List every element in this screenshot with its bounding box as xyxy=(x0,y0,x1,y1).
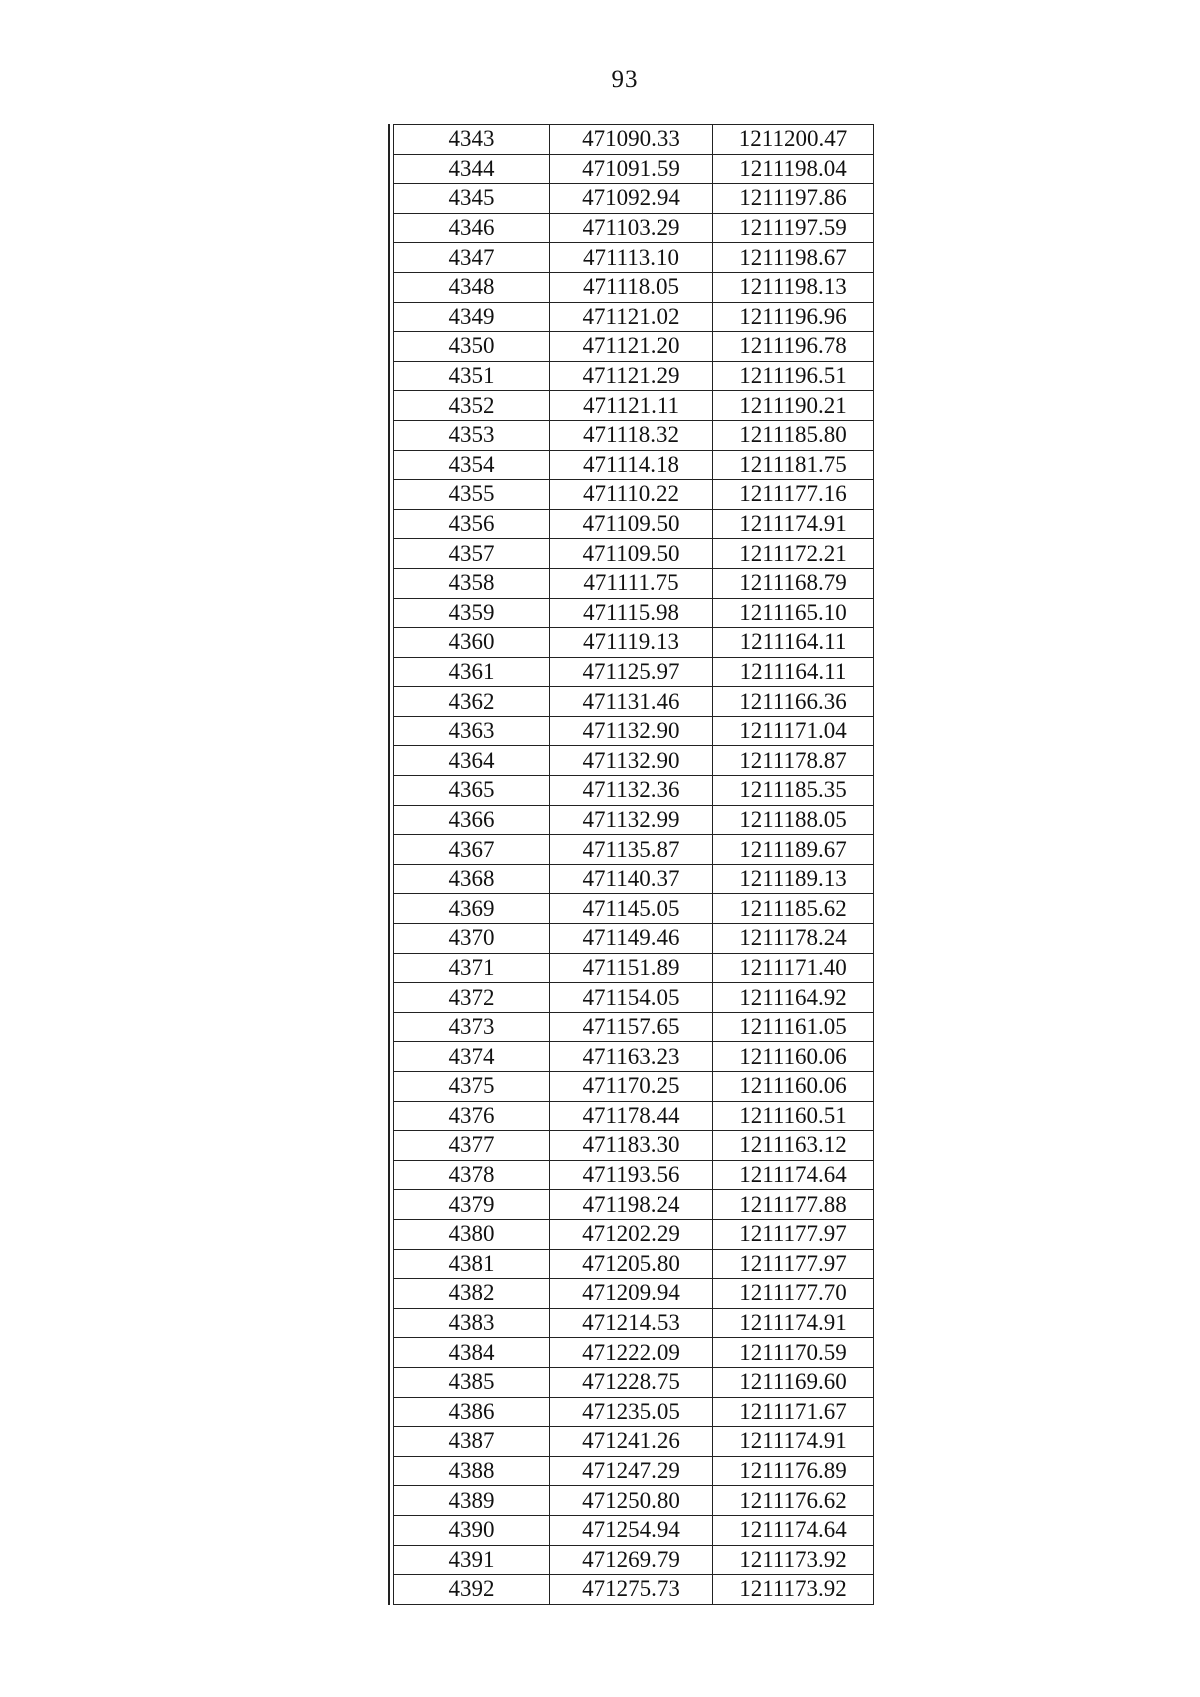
table-row xyxy=(394,539,874,569)
x-coordinate-cell: 471269.79 xyxy=(550,1545,713,1575)
point-number-cell: 4354 xyxy=(394,450,550,480)
x-coordinate-cell: 471115.98 xyxy=(550,598,713,628)
y-coordinate-cell: 1211168.79 xyxy=(713,568,874,598)
table-row xyxy=(394,332,874,362)
x-coordinate-cell: 471131.46 xyxy=(550,687,713,717)
point-number-cell: 4368 xyxy=(394,864,550,894)
y-coordinate-cell: 1211166.36 xyxy=(713,687,874,717)
table-row xyxy=(394,983,874,1013)
y-coordinate-cell: 1211178.24 xyxy=(713,924,874,954)
point-number-cell: 4384 xyxy=(394,1338,550,1368)
point-number-cell: 4358 xyxy=(394,568,550,598)
y-coordinate-cell: 1211174.91 xyxy=(713,509,874,539)
table-row xyxy=(394,1338,874,1368)
x-coordinate-cell: 471119.13 xyxy=(550,628,713,658)
table-row xyxy=(394,302,874,332)
x-coordinate-cell: 471254.94 xyxy=(550,1515,713,1545)
y-coordinate-cell: 1211174.91 xyxy=(713,1427,874,1457)
table-row xyxy=(394,1042,874,1072)
y-coordinate-cell: 1211177.97 xyxy=(713,1249,874,1279)
table-row xyxy=(394,835,874,865)
table-row xyxy=(394,1160,874,1190)
point-number-cell: 4369 xyxy=(394,894,550,924)
table-row xyxy=(394,1367,874,1397)
table-row xyxy=(394,1131,874,1161)
table-row xyxy=(394,184,874,214)
point-number-cell: 4349 xyxy=(394,302,550,332)
y-coordinate-cell: 1211164.92 xyxy=(713,983,874,1013)
table-row xyxy=(394,716,874,746)
y-coordinate-cell: 1211173.92 xyxy=(713,1575,874,1605)
table-row xyxy=(394,1219,874,1249)
point-number-cell: 4374 xyxy=(394,1042,550,1072)
x-coordinate-cell: 471198.24 xyxy=(550,1190,713,1220)
x-coordinate-cell: 471121.20 xyxy=(550,332,713,362)
point-number-cell: 4367 xyxy=(394,835,550,865)
point-number-cell: 4355 xyxy=(394,480,550,510)
x-coordinate-cell: 471275.73 xyxy=(550,1575,713,1605)
x-coordinate-cell: 471241.26 xyxy=(550,1427,713,1457)
y-coordinate-cell: 1211188.05 xyxy=(713,805,874,835)
x-coordinate-cell: 471121.11 xyxy=(550,391,713,421)
point-number-cell: 4357 xyxy=(394,539,550,569)
table-row xyxy=(394,657,874,687)
x-coordinate-cell: 471132.90 xyxy=(550,746,713,776)
y-coordinate-cell: 1211177.70 xyxy=(713,1279,874,1309)
x-coordinate-cell: 471132.90 xyxy=(550,716,713,746)
y-coordinate-cell: 1211196.78 xyxy=(713,332,874,362)
point-number-cell: 4380 xyxy=(394,1219,550,1249)
x-coordinate-cell: 471109.50 xyxy=(550,539,713,569)
coordinates-table-body xyxy=(394,125,874,1605)
y-coordinate-cell: 1211176.89 xyxy=(713,1456,874,1486)
table-row xyxy=(394,894,874,924)
point-number-cell: 4360 xyxy=(394,628,550,658)
y-coordinate-cell: 1211176.62 xyxy=(713,1486,874,1516)
y-coordinate-cell: 1211174.91 xyxy=(713,1308,874,1338)
table-row xyxy=(394,154,874,184)
table-row xyxy=(394,361,874,391)
table-row xyxy=(394,213,874,243)
x-coordinate-cell: 471163.23 xyxy=(550,1042,713,1072)
coordinates-table-container xyxy=(388,124,876,1605)
y-coordinate-cell: 1211196.96 xyxy=(713,302,874,332)
y-coordinate-cell: 1211177.88 xyxy=(713,1190,874,1220)
x-coordinate-cell: 471091.59 xyxy=(550,154,713,184)
point-number-cell: 4344 xyxy=(394,154,550,184)
x-coordinate-cell: 471135.87 xyxy=(550,835,713,865)
x-coordinate-cell: 471113.10 xyxy=(550,243,713,273)
table-row xyxy=(394,480,874,510)
x-coordinate-cell: 471170.25 xyxy=(550,1072,713,1102)
point-number-cell: 4392 xyxy=(394,1575,550,1605)
x-coordinate-cell: 471121.02 xyxy=(550,302,713,332)
table-row xyxy=(394,1279,874,1309)
x-coordinate-cell: 471092.94 xyxy=(550,184,713,214)
point-number-cell: 4387 xyxy=(394,1427,550,1457)
y-coordinate-cell: 1211196.51 xyxy=(713,361,874,391)
table-row xyxy=(394,776,874,806)
table-row xyxy=(394,509,874,539)
y-coordinate-cell: 1211190.21 xyxy=(713,391,874,421)
point-number-cell: 4347 xyxy=(394,243,550,273)
y-coordinate-cell: 1211173.92 xyxy=(713,1545,874,1575)
point-number-cell: 4382 xyxy=(394,1279,550,1309)
table-row xyxy=(394,1515,874,1545)
x-coordinate-cell: 471118.05 xyxy=(550,272,713,302)
point-number-cell: 4351 xyxy=(394,361,550,391)
table-row xyxy=(394,687,874,717)
table-row xyxy=(394,1397,874,1427)
point-number-cell: 4345 xyxy=(394,184,550,214)
x-coordinate-cell: 471140.37 xyxy=(550,864,713,894)
point-number-cell: 4363 xyxy=(394,716,550,746)
table-row xyxy=(394,1190,874,1220)
y-coordinate-cell: 1211198.13 xyxy=(713,272,874,302)
coordinates-table xyxy=(393,124,874,1605)
x-coordinate-cell: 471114.18 xyxy=(550,450,713,480)
point-number-cell: 4365 xyxy=(394,776,550,806)
point-number-cell: 4359 xyxy=(394,598,550,628)
y-coordinate-cell: 1211189.67 xyxy=(713,835,874,865)
table-row xyxy=(394,420,874,450)
point-number-cell: 4372 xyxy=(394,983,550,1013)
y-coordinate-cell: 1211197.59 xyxy=(713,213,874,243)
table-row xyxy=(394,1249,874,1279)
table-row xyxy=(394,243,874,273)
point-number-cell: 4388 xyxy=(394,1456,550,1486)
table-row xyxy=(394,1012,874,1042)
y-coordinate-cell: 1211174.64 xyxy=(713,1515,874,1545)
x-coordinate-cell: 471250.80 xyxy=(550,1486,713,1516)
y-coordinate-cell: 1211164.11 xyxy=(713,657,874,687)
point-number-cell: 4366 xyxy=(394,805,550,835)
point-number-cell: 4390 xyxy=(394,1515,550,1545)
x-coordinate-cell: 471222.09 xyxy=(550,1338,713,1368)
point-number-cell: 4350 xyxy=(394,332,550,362)
x-coordinate-cell: 471090.33 xyxy=(550,125,713,155)
point-number-cell: 4346 xyxy=(394,213,550,243)
point-number-cell: 4375 xyxy=(394,1072,550,1102)
y-coordinate-cell: 1211177.16 xyxy=(713,480,874,510)
y-coordinate-cell: 1211171.40 xyxy=(713,953,874,983)
y-coordinate-cell: 1211198.67 xyxy=(713,243,874,273)
x-coordinate-cell: 471121.29 xyxy=(550,361,713,391)
y-coordinate-cell: 1211170.59 xyxy=(713,1338,874,1368)
x-coordinate-cell: 471228.75 xyxy=(550,1367,713,1397)
y-coordinate-cell: 1211198.04 xyxy=(713,154,874,184)
x-coordinate-cell: 471193.56 xyxy=(550,1160,713,1190)
table-row xyxy=(394,1575,874,1605)
point-number-cell: 4371 xyxy=(394,953,550,983)
x-coordinate-cell: 471132.36 xyxy=(550,776,713,806)
point-number-cell: 4364 xyxy=(394,746,550,776)
y-coordinate-cell: 1211160.51 xyxy=(713,1101,874,1131)
x-coordinate-cell: 471205.80 xyxy=(550,1249,713,1279)
x-coordinate-cell: 471247.29 xyxy=(550,1456,713,1486)
point-number-cell: 4378 xyxy=(394,1160,550,1190)
point-number-cell: 4343 xyxy=(394,125,550,155)
table-row xyxy=(394,1545,874,1575)
point-number-cell: 4362 xyxy=(394,687,550,717)
point-number-cell: 4391 xyxy=(394,1545,550,1575)
table-row xyxy=(394,1308,874,1338)
table-row xyxy=(394,1456,874,1486)
table-row xyxy=(394,1427,874,1457)
table-row xyxy=(394,391,874,421)
x-coordinate-cell: 471109.50 xyxy=(550,509,713,539)
x-coordinate-cell: 471149.46 xyxy=(550,924,713,954)
point-number-cell: 4356 xyxy=(394,509,550,539)
point-number-cell: 4385 xyxy=(394,1367,550,1397)
table-row xyxy=(394,805,874,835)
y-coordinate-cell: 1211185.35 xyxy=(713,776,874,806)
y-coordinate-cell: 1211169.60 xyxy=(713,1367,874,1397)
table-row xyxy=(394,1486,874,1516)
table-row xyxy=(394,598,874,628)
table-row xyxy=(394,924,874,954)
x-coordinate-cell: 471214.53 xyxy=(550,1308,713,1338)
x-coordinate-cell: 471157.65 xyxy=(550,1012,713,1042)
y-coordinate-cell: 1211164.11 xyxy=(713,628,874,658)
x-coordinate-cell: 471145.05 xyxy=(550,894,713,924)
x-coordinate-cell: 471110.22 xyxy=(550,480,713,510)
table-row xyxy=(394,1072,874,1102)
table-row xyxy=(394,628,874,658)
y-coordinate-cell: 1211171.04 xyxy=(713,716,874,746)
x-coordinate-cell: 471202.29 xyxy=(550,1219,713,1249)
page-number: 93 xyxy=(611,66,639,93)
x-coordinate-cell: 471178.44 xyxy=(550,1101,713,1131)
y-coordinate-cell: 1211160.06 xyxy=(713,1072,874,1102)
y-coordinate-cell: 1211177.97 xyxy=(713,1219,874,1249)
table-row xyxy=(394,450,874,480)
x-coordinate-cell: 471125.97 xyxy=(550,657,713,687)
point-number-cell: 4352 xyxy=(394,391,550,421)
table-row xyxy=(394,1101,874,1131)
y-coordinate-cell: 1211165.10 xyxy=(713,598,874,628)
point-number-cell: 4383 xyxy=(394,1308,550,1338)
table-row xyxy=(394,953,874,983)
point-number-cell: 4353 xyxy=(394,420,550,450)
x-coordinate-cell: 471154.05 xyxy=(550,983,713,1013)
x-coordinate-cell: 471209.94 xyxy=(550,1279,713,1309)
y-coordinate-cell: 1211185.80 xyxy=(713,420,874,450)
y-coordinate-cell: 1211160.06 xyxy=(713,1042,874,1072)
x-coordinate-cell: 471235.05 xyxy=(550,1397,713,1427)
table-row xyxy=(394,272,874,302)
point-number-cell: 4381 xyxy=(394,1249,550,1279)
point-number-cell: 4373 xyxy=(394,1012,550,1042)
point-number-cell: 4361 xyxy=(394,657,550,687)
x-coordinate-cell: 471103.29 xyxy=(550,213,713,243)
y-coordinate-cell: 1211185.62 xyxy=(713,894,874,924)
x-coordinate-cell: 471151.89 xyxy=(550,953,713,983)
y-coordinate-cell: 1211161.05 xyxy=(713,1012,874,1042)
y-coordinate-cell: 1211171.67 xyxy=(713,1397,874,1427)
y-coordinate-cell: 1211163.12 xyxy=(713,1131,874,1161)
point-number-cell: 4370 xyxy=(394,924,550,954)
point-number-cell: 4377 xyxy=(394,1131,550,1161)
point-number-cell: 4376 xyxy=(394,1101,550,1131)
y-coordinate-cell: 1211197.86 xyxy=(713,184,874,214)
x-coordinate-cell: 471118.32 xyxy=(550,420,713,450)
y-coordinate-cell: 1211189.13 xyxy=(713,864,874,894)
x-coordinate-cell: 471132.99 xyxy=(550,805,713,835)
y-coordinate-cell: 1211200.47 xyxy=(713,125,874,155)
table-row xyxy=(394,746,874,776)
y-coordinate-cell: 1211174.64 xyxy=(713,1160,874,1190)
point-number-cell: 4348 xyxy=(394,272,550,302)
y-coordinate-cell: 1211178.87 xyxy=(713,746,874,776)
x-coordinate-cell: 471183.30 xyxy=(550,1131,713,1161)
y-coordinate-cell: 1211172.21 xyxy=(713,539,874,569)
point-number-cell: 4379 xyxy=(394,1190,550,1220)
table-row xyxy=(394,568,874,598)
point-number-cell: 4386 xyxy=(394,1397,550,1427)
x-coordinate-cell: 471111.75 xyxy=(550,568,713,598)
table-row xyxy=(394,125,874,155)
y-coordinate-cell: 1211181.75 xyxy=(713,450,874,480)
table-row xyxy=(394,864,874,894)
point-number-cell: 4389 xyxy=(394,1486,550,1516)
